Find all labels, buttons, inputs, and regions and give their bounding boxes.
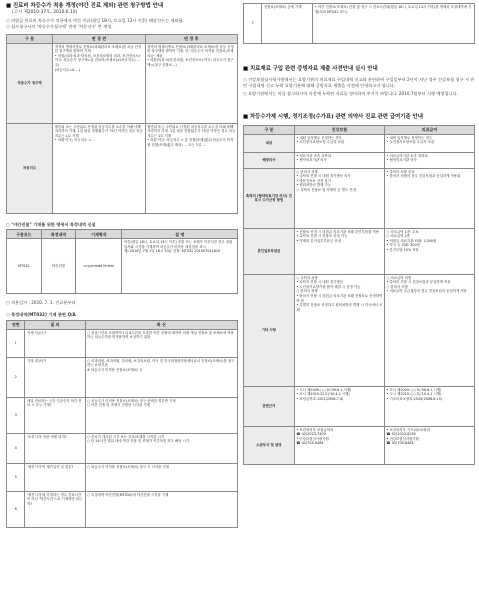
continued-table	[243, 3, 475, 44]
faq-question: '재진시각'에 기재하는 경우 진료시간이 아닌 '야간시간'으로 기재하면 되는지?	[25, 491, 85, 527]
col-header-type: 구 분	[244, 125, 295, 134]
cell-medical: • 보건복지부 기초의료보장과 ☎ 02)2023-8265 • 건강보험심사평가원 ☎ 02)705-6484	[384, 426, 474, 464]
right-column	[243, 3, 475, 465]
left-column	[6, 3, 238, 528]
col-header-health: 건강보험	[294, 125, 384, 134]
faq-answer: ○ 차등수가 미적용 진찰료(조제료) 청구 시 시각을 기재	[85, 463, 237, 491]
cont-label: 진찰료(조제료) 등에 기재	[262, 4, 313, 44]
cont-num: 7	[244, 4, 262, 44]
benefits-table	[243, 125, 475, 465]
materials-paragraph-1: ○ 건강보험심사평가원에서는 요양기관의 치료재료 구입내역 신고와 관련하여 구입일부터 2년이 지난 경우 건강보험 청구 시 관련 구입내역 신고 누락 요양기관에 대해 증빙자료 제출을 사전에 안내하고자 합니다.	[243, 77, 475, 88]
cell-health: • 진찰료 산정 시 의원급 의료기관 외래 본인부담률 적용 • 촉탁의 진찰 시 진찰료 산정 가능 • 약제비 본인일부부담금 산정	[294, 228, 384, 274]
col-header-type: 구 분	[7, 34, 53, 43]
spec-code: MT032	[7, 239, 42, 294]
materials-paragraph-2: ○ 요양기관에서는 이를 참고하시어 사전에 누락된 자료를 정비하여 주시기 바랍니다. 2010.7월부터 시행 예정입니다.	[243, 90, 458, 96]
cell-medical: ○ 의료급여 1종: 무료 ○ 의료급여 2종 • 의원급 의료기관 외래: 1,000원 • 약국 등 외래: 500원 • 본인부담 15% 적용	[384, 228, 474, 274]
section-subtitle: (고시 제2010-37호, 2010.6.10)	[12, 10, 78, 16]
faq-answer: ○ 특정내역 야간진찰(MT032)에 야간진찰 시각을 기재	[85, 491, 237, 527]
cell-health: • 보건복지부 보험급여과 ☎ 02)2023-7409 • 건강보험심사평가원 ☎ 02)705-6484	[294, 426, 384, 464]
col-header-name: 특정내역	[41, 230, 76, 239]
faq-title: ○ 특정내역(MT032) 기재 관련 Q/A	[6, 311, 76, 317]
faq-num: 3	[7, 397, 25, 433]
col-header-after: 변 경 후	[145, 34, 237, 43]
section-heading-materials	[243, 66, 475, 73]
faq-answer: ○ 차등수가 미적용 진찰료(조제료) 청구 선택한 경우만 기재 ○ 야간 진찰 및 조제시 진찰한 시각을 기재	[85, 397, 237, 433]
heading-text: ■ 차등수가제 시행, 정기조정(수가표) 관련 의약사 진료 관련 급여기준 안내	[243, 114, 423, 121]
cell-before: 귀격의 명세서별로 진찰료(외래관리료·조제료)를 차등 산정한 청구액을 합하여 기재 • 의원(의과·치과·한의원, 보건의료원의 의과, 보건진료소)·약국: 차등수가 청구액=총 진료비(조제료)×(차등지수) … 주) (차등지수=0.…)	[53, 43, 145, 123]
faq-num: 5	[7, 463, 25, 491]
cell-medical: • 의료급여기관 소속 촉탁의 • 협약의료기관 의사	[384, 152, 474, 168]
cell-medical: • 내원 일자별로 산정하는 경우 • 노인장기요양보험 수급자 포함	[384, 134, 474, 152]
cell-after: 월단위 또는 주단위로 산정된 차등지수를 소수점 아래 넷째 자리까지 기재. 1일 평균 진찰횟수가 75건 이하인 경우 차등지수는 1로 기재 • 의원·약국: 차등지수 = 총 진찰(조제)횟수(차등수가 미적용 진찰(조제)횟수 제외) … 또는 1일 …	[145, 123, 237, 213]
faq-num: 2	[7, 357, 25, 397]
faq-num: 1	[7, 329, 25, 357]
faq-question: 매일 진료하는 시간 기준인지 야간 진료 시 모두 기재?	[25, 397, 85, 433]
row-label: 해당의사	[244, 152, 295, 168]
cell-health: ○ 촉탁의 처방 • 촉탁의 진찰 시 내원 정기방문 • 노인장기요양기관 협약 체결 시 산정 가능 ○ 한의사 처방 • 한의사 진찰 시 의원급 의료기관 외래 진찰료로 산정하여야 함 • 특별히 진찰료 산정하고 원외처방전 발행 시 약국에서 조제	[294, 274, 384, 386]
spec-table	[6, 229, 238, 294]
faq-num: 6	[7, 491, 25, 527]
faq-question: '초진시각' 이란 어떤 의미?	[25, 433, 85, 463]
cell-before: 월단위 또는 주단위로 산정된 차등지수를 소수점 아래 넷째 자리까지 기재. 1일 평균 진찰횟수가 75건 이하인 경우 차등지수는 1로 기재 • 의원·약국: 차등지수 = …	[53, 123, 145, 213]
col-header-desc: 설 명	[122, 230, 238, 239]
spec-format: ccyymmdd hhmm	[76, 239, 122, 294]
faq-question: 기재 사유는?	[25, 329, 85, 357]
row-label: 관련근거	[244, 386, 295, 426]
cell-health: ○ 한의사 처방 • 촉탁의 진찰 시 내원 정기방문 의사 • 방문진료료 산정 불가 • 원외처방전 발행 가능 ○ 촉탁의 진찰료 및 약제비 등 별도 산정	[294, 168, 384, 228]
change-table	[6, 34, 238, 214]
cell-health: • 내원 일자별로 산정하는 경우 • 노인장기요양보험 수급자 포함	[294, 134, 384, 152]
cell-medical: • 고시 제2009-○○호('09.6.1 시행) • 고시 제2010-○○호('10.4.1 시행) • 기초의료보장과-2545(2008.6.15)	[384, 386, 474, 426]
heading-text: ■ 진료비 차등수가 적용 개정(야간 진료 제외) 관련 청구방법 안내	[6, 3, 164, 9]
spec-name: 야간진찰	[41, 239, 76, 294]
cell-medical: • 촉탁의 처방 진료 • 한의사 처방의 경우 건강보험과 동일하게 적용됨	[384, 168, 474, 228]
col-header-num: 연번	[7, 320, 25, 329]
row-label: 기타 사항	[244, 274, 295, 386]
faq-table	[6, 320, 238, 528]
col-header-before: 변 경 전	[53, 34, 145, 43]
row-label: 차등지수	[7, 123, 53, 213]
bullet-1: ○ 의원급 진료비 차등수가 적용에서 야간 진료(평일 18시, 토요일 13시 이후) 해당건수는 제외됨.	[6, 18, 184, 24]
cell-health: • 고시 제2009-○○호('09.6.1 시행) • 고시 제2010-22호('10.4.1 시행) • 보험급여과-1201(2008.7.4)	[294, 386, 384, 426]
col-header-question: 질 의	[25, 320, 85, 329]
row-label: 본인일부부담금	[244, 228, 295, 274]
heading-text: ■ 치료재료 구입 관련 증빙자료 제출 사전안내 실시 안내	[243, 66, 378, 72]
section-heading-benefits	[243, 114, 475, 121]
faq-num: 4	[7, 433, 25, 463]
row-label: 촉탁의 (협약의료기관 의사) 진료시 수가산정 방법	[244, 168, 295, 228]
col-header-format: 기재형식	[76, 230, 122, 239]
col-header-code: 구분코드	[7, 230, 42, 239]
row-label: 차등수가 청구액	[7, 43, 53, 123]
faq-question: '재진시각'이 재진일자 일 경우?	[25, 463, 85, 491]
note-title: ○ "야간진찰" 기재를 위한 명세서 특정내역 신설	[6, 221, 96, 227]
col-header-answer: 회 신	[85, 320, 237, 329]
bullet-2: ○ 심사청구서의 '차등수가청구액' 관련 '차등지수' 란 개정.	[6, 23, 113, 29]
spec-desc: 야간(평일 18시, 토요일 13시 이후) 진찰 또는 조제가 이루어진 경우 내원일자와 시각을 기재하여 차등수가 미적용 대상임을 표시 예) 2010년 7월 1일 18시 10분 진찰: MT032 201007011810	[122, 239, 238, 294]
cell-after: 귀격의 명세서별로 진찰료(외래관리료·조제료)를 차등 산정한 청구액을 합하여 기재. 단, 차등수가 미적용 진찰료(조제료)는 제외 • 의원(의과·치과·한의원, 보건진료소)·약국: 차등수가 청구액=(청구 진찰료…)	[145, 43, 237, 123]
row-label: 소관부서 및 담당	[244, 426, 295, 464]
faq-answer: ○ 진료가 개시된 시각 또는 진료/조제를 시작한 시각 ○ 단 24시간 범위 내에 야간 진찰 및 조제가 이루어진 경우 해당 시각	[85, 433, 237, 463]
col-header-medical: 의료급여	[384, 125, 474, 134]
row-label: 대상	[244, 134, 295, 152]
cont-content: • 야간 진찰료(조제료) 산정 및 청구 시 진료시간대(평일 18시, 토요일 13시 이후)를 명세서 특정내역에 기재(의과 MT032 코드)	[313, 4, 475, 44]
apply-date: ○ 적용일자 : 2010. 7. 1. 진료분부터	[6, 300, 76, 306]
cell-medical: ○ 의료급여 처방 • 촉탁의 진찰 시 건강보험과 동일하게 적용 ○ 한의사 처방 • 의료급여 수급권자의 경우 건강보험과 동일하게 적용	[384, 274, 474, 386]
faq-answer: ○ 의과의원, 치과의원, 한의원, 보건의료원, 약국 및 한국희귀의약품센터로서 진찰료(조제료)를 청구하는 요양기관 ※ 차등수가 미적용 진찰료(조제료) 등	[85, 357, 237, 397]
cell-health: • 의료기관 소속 촉탁의 • 협약의료기관 의사	[294, 152, 384, 168]
faq-answer: ○ 정상시간을 포함하여 1일 8시간을 초과한 야간 진찰에 대하여 의원 개설 진찰료 및 조제료에 적용하는 차등수가를 미적용하여 보상하기 위함	[85, 329, 237, 357]
faq-question: 기재 대상은?	[25, 357, 85, 397]
